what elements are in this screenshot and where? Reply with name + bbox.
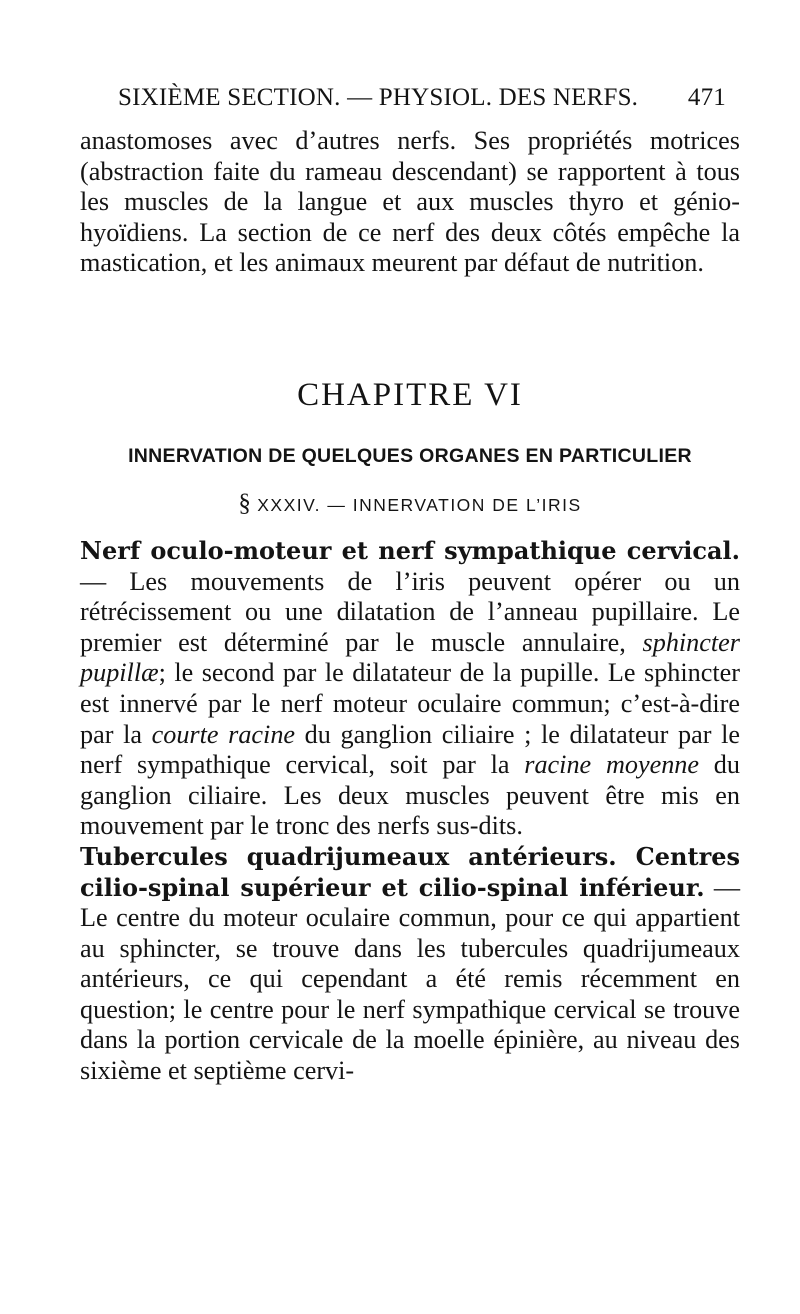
paragraph-1-text-a: — Les mouvements de l’iris peuvent opérer ou un rétrécissement ou une dilatation de l’anneau pupillaire. Le premier est déterminé par le muscle annulaire, [80, 566, 740, 657]
paragraph-2-runin-heading: Tubercules quadrijumeaux antérieurs. Centres cilio-spinal supérieur et cilio-spinal inférieur. [80, 841, 740, 902]
paragraph-1-text-b: ; le second par le dilatateur de la pupille. Le sphincter est innervé par le nerf moteur oculaire commun; c’est-à-dire par la [80, 658, 740, 749]
page-number: 471 [687, 84, 726, 111]
chapter-title: CHAPITRE VI [297, 376, 523, 413]
section-heading [80, 489, 740, 517]
paragraph-1-italic-courte-racine: courte racine [151, 719, 296, 749]
paragraph-1-italic-racine-moyenne: racine moyenne [524, 750, 700, 780]
paragraph-1-text-c: du ganglion ciliaire ; le dilatateur par le nerf sympathique cervical, soit par la [80, 719, 740, 780]
running-header [118, 84, 726, 112]
running-title: SIXIÈME SECTION. — PHYSIOL. DES NERFS. [118, 84, 639, 111]
paragraph-1-runin-heading: Nerf oculo-moteur et nerf sympathique cervical. [80, 535, 740, 565]
paragraph-1-italic-sphincter: sphincter pupillæ [80, 627, 740, 688]
section-heading-text: XXXIV. — INNERVATION DE L’IRIS [257, 494, 582, 515]
chapter-subtitle: INNERVATION DE QUELQUES ORGANES EN PARTICULIER [128, 444, 692, 467]
paragraph-2-text: — Le centre du moteur oculaire commun, pour ce qui appartient au sphincter, se trouve dans les tubercules quadrijumeaux antérieurs, ce qui cependant a été remis récemment en question; le centre pour le nerf sympathique cervical se trouve dans la portion cervicale de la moelle épinière, au niveau des sixième et septième cervi- [80, 872, 741, 1086]
paragraph-iris-movements [80, 536, 740, 842]
section-sign: § [238, 489, 251, 517]
intro-paragraph: anastomoses avec d’autres nerfs. Ses propriétés motrices (abstraction faite du rameau descendant) se rapportent à tous les muscles de la langue et aux muscles thyro et génio-hyoïdiens. La section de ce nerf des deux côtés empêche la mastication, et les animaux meurent par défaut de nutrition. [80, 126, 740, 278]
paragraph-1-text-d: du ganglion ciliaire. Les deux muscles peuvent être mis en mouvement par le tronc des nerfs sus-dits. [80, 750, 740, 841]
paragraph-centres [80, 842, 740, 1087]
page-body [80, 126, 740, 1087]
